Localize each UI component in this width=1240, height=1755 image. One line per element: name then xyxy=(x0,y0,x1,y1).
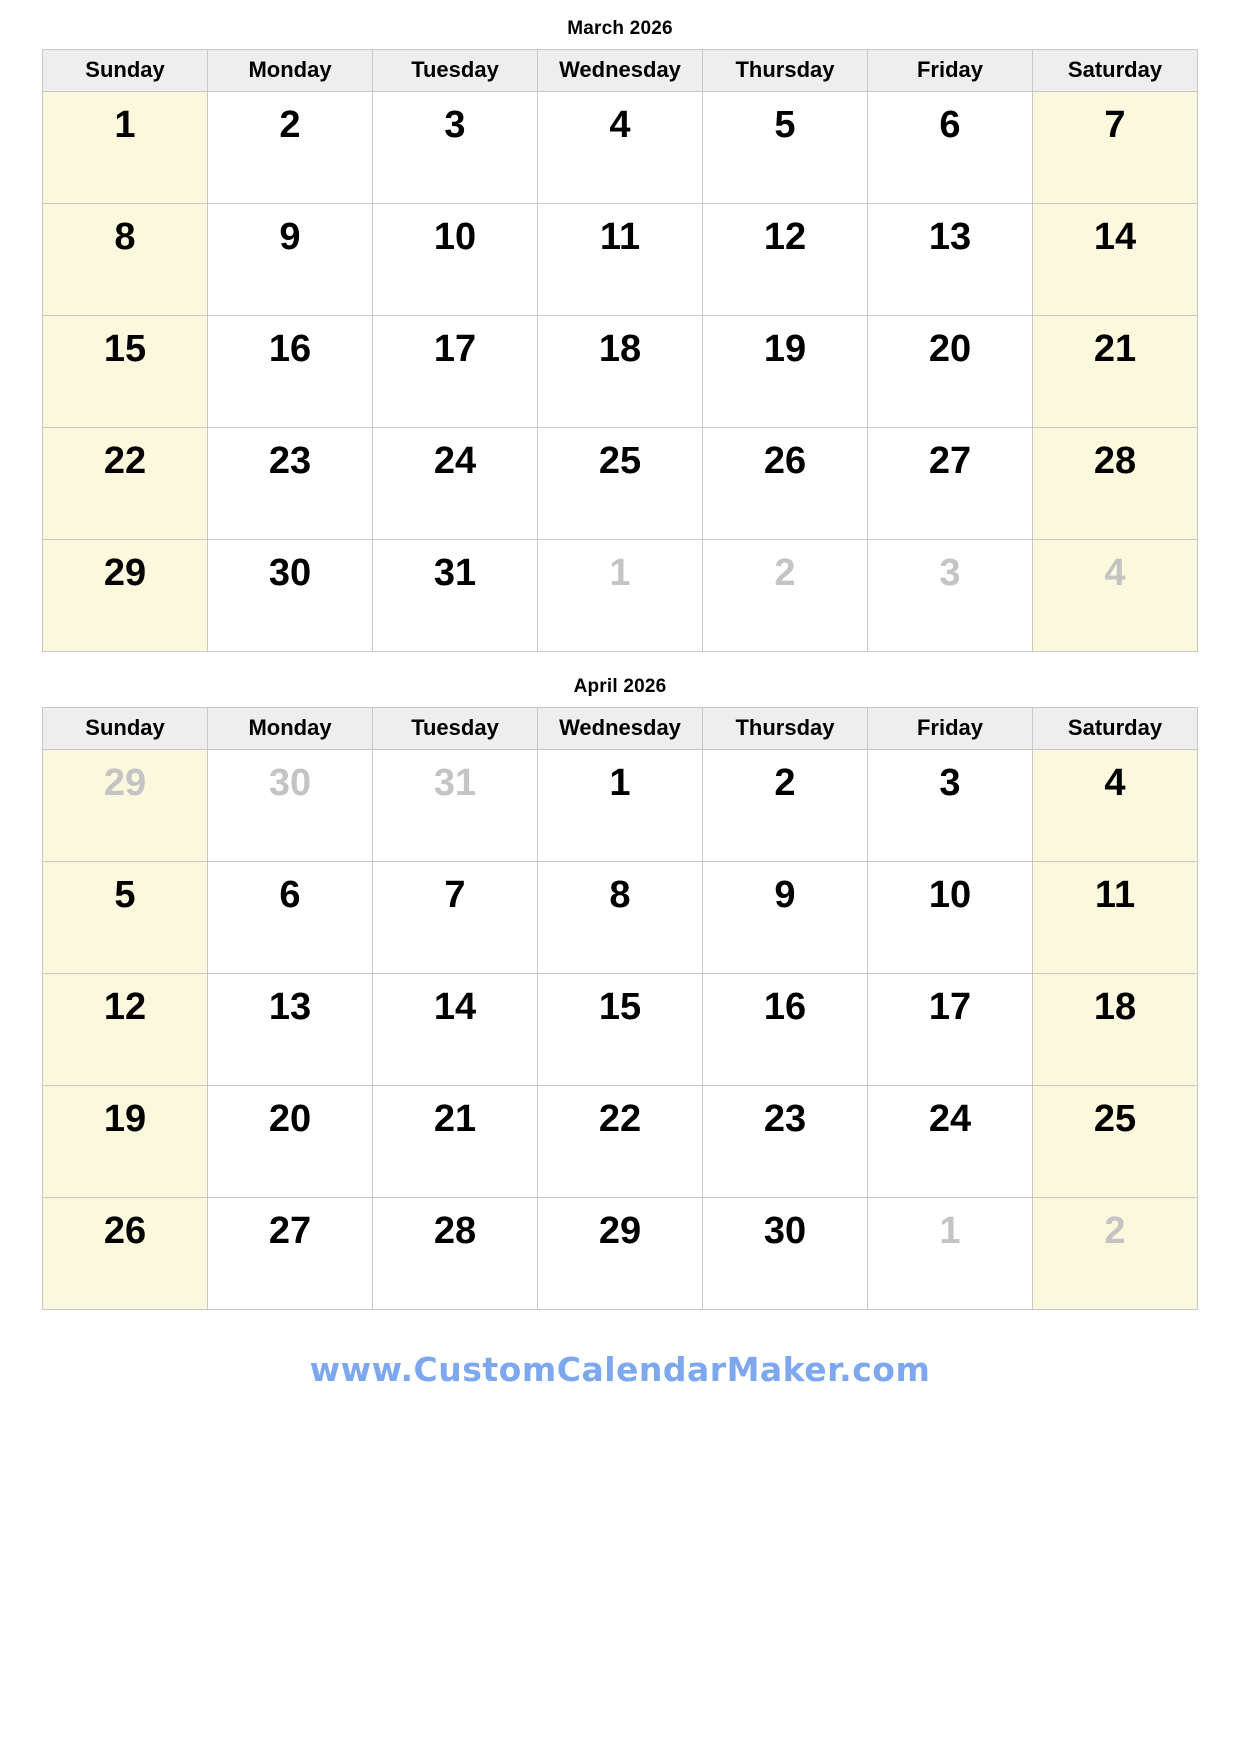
day-cell: 19 xyxy=(43,1086,208,1198)
month-title: April 2026 xyxy=(573,676,667,697)
week-row xyxy=(43,750,1198,862)
day-cell: 10 xyxy=(868,862,1033,974)
day-cell-other-month: 29 xyxy=(43,750,208,862)
day-cell: 17 xyxy=(373,316,538,428)
day-cell: 28 xyxy=(1033,428,1198,540)
day-cell: 20 xyxy=(208,1086,373,1198)
day-cell: 22 xyxy=(43,428,208,540)
day-cell: 24 xyxy=(373,428,538,540)
day-cell: 29 xyxy=(43,540,208,652)
day-cell: 30 xyxy=(703,1198,868,1310)
day-cell: 16 xyxy=(703,974,868,1086)
week-row xyxy=(43,316,1198,428)
week-row xyxy=(43,540,1198,652)
day-cell: 12 xyxy=(703,204,868,316)
weekday-header-thursday: Thursday xyxy=(703,50,868,92)
week-row xyxy=(43,862,1198,974)
week-row xyxy=(43,974,1198,1086)
day-cell: 8 xyxy=(538,862,703,974)
day-cell: 1 xyxy=(43,92,208,204)
day-cell-other-month: 1 xyxy=(538,540,703,652)
day-cell: 14 xyxy=(373,974,538,1086)
day-cell: 14 xyxy=(1033,204,1198,316)
calendar-body-march xyxy=(43,92,1198,652)
weekday-header-saturday: Saturday xyxy=(1033,50,1198,92)
day-cell: 6 xyxy=(868,92,1033,204)
week-row xyxy=(43,1198,1198,1310)
day-cell: 23 xyxy=(703,1086,868,1198)
day-cell-other-month: 2 xyxy=(1033,1198,1198,1310)
day-cell: 18 xyxy=(1033,974,1198,1086)
day-cell: 10 xyxy=(373,204,538,316)
day-cell-other-month: 1 xyxy=(868,1198,1033,1310)
weekday-header-tuesday: Tuesday xyxy=(373,50,538,92)
site-url-link[interactable]: www.CustomCalendarMaker.com xyxy=(309,1350,931,1389)
day-cell: 29 xyxy=(538,1198,703,1310)
day-cell-other-month: 31 xyxy=(373,750,538,862)
day-cell: 19 xyxy=(703,316,868,428)
day-cell: 31 xyxy=(373,540,538,652)
weekday-header-sunday: Sunday xyxy=(43,50,208,92)
day-cell: 21 xyxy=(373,1086,538,1198)
day-cell: 5 xyxy=(703,92,868,204)
day-cell-other-month: 3 xyxy=(868,540,1033,652)
day-cell: 22 xyxy=(538,1086,703,1198)
day-cell: 17 xyxy=(868,974,1033,1086)
day-cell: 1 xyxy=(538,750,703,862)
weekday-header-friday: Friday xyxy=(868,708,1033,750)
weekday-header-monday: Monday xyxy=(208,50,373,92)
day-cell: 23 xyxy=(208,428,373,540)
day-cell: 18 xyxy=(538,316,703,428)
day-cell: 26 xyxy=(703,428,868,540)
day-cell: 6 xyxy=(208,862,373,974)
day-cell: 25 xyxy=(1033,1086,1198,1198)
day-cell: 9 xyxy=(208,204,373,316)
weekday-header-tuesday: Tuesday xyxy=(373,708,538,750)
day-cell: 3 xyxy=(868,750,1033,862)
day-cell: 15 xyxy=(43,316,208,428)
day-cell: 8 xyxy=(43,204,208,316)
day-cell: 28 xyxy=(373,1198,538,1310)
day-cell: 2 xyxy=(703,750,868,862)
weekday-header-saturday: Saturday xyxy=(1033,708,1198,750)
day-cell: 24 xyxy=(868,1086,1033,1198)
calendar-table-april xyxy=(42,707,1198,1310)
day-cell: 27 xyxy=(868,428,1033,540)
day-cell: 13 xyxy=(868,204,1033,316)
weekday-header-friday: Friday xyxy=(868,50,1033,92)
weekday-header-wednesday: Wednesday xyxy=(538,708,703,750)
weekday-header-wednesday: Wednesday xyxy=(538,50,703,92)
day-cell: 4 xyxy=(538,92,703,204)
calendar-table-march xyxy=(42,49,1198,652)
day-cell: 7 xyxy=(373,862,538,974)
day-cell: 21 xyxy=(1033,316,1198,428)
week-row xyxy=(43,204,1198,316)
week-row xyxy=(43,92,1198,204)
day-cell: 16 xyxy=(208,316,373,428)
day-cell: 9 xyxy=(703,862,868,974)
day-cell: 15 xyxy=(538,974,703,1086)
week-row xyxy=(43,428,1198,540)
day-cell: 25 xyxy=(538,428,703,540)
week-row xyxy=(43,1086,1198,1198)
day-cell: 5 xyxy=(43,862,208,974)
weekday-header-row xyxy=(43,708,1198,750)
day-cell: 3 xyxy=(373,92,538,204)
footer xyxy=(42,1350,1198,1389)
day-cell-other-month: 2 xyxy=(703,540,868,652)
month-block-march xyxy=(42,18,1198,652)
weekday-header-monday: Monday xyxy=(208,708,373,750)
day-cell: 7 xyxy=(1033,92,1198,204)
day-cell-other-month: 30 xyxy=(208,750,373,862)
day-cell: 20 xyxy=(868,316,1033,428)
month-spacer xyxy=(42,652,1198,676)
day-cell: 26 xyxy=(43,1198,208,1310)
day-cell: 4 xyxy=(1033,750,1198,862)
day-cell: 13 xyxy=(208,974,373,1086)
weekday-header-row xyxy=(43,50,1198,92)
day-cell: 12 xyxy=(43,974,208,1086)
day-cell: 11 xyxy=(538,204,703,316)
day-cell: 27 xyxy=(208,1198,373,1310)
month-title: March 2026 xyxy=(567,18,673,39)
calendar-body-april xyxy=(43,750,1198,1310)
day-cell-other-month: 4 xyxy=(1033,540,1198,652)
weekday-header-thursday: Thursday xyxy=(703,708,868,750)
day-cell: 30 xyxy=(208,540,373,652)
day-cell: 2 xyxy=(208,92,373,204)
day-cell: 11 xyxy=(1033,862,1198,974)
weekday-header-sunday: Sunday xyxy=(43,708,208,750)
month-block-april xyxy=(42,676,1198,1310)
